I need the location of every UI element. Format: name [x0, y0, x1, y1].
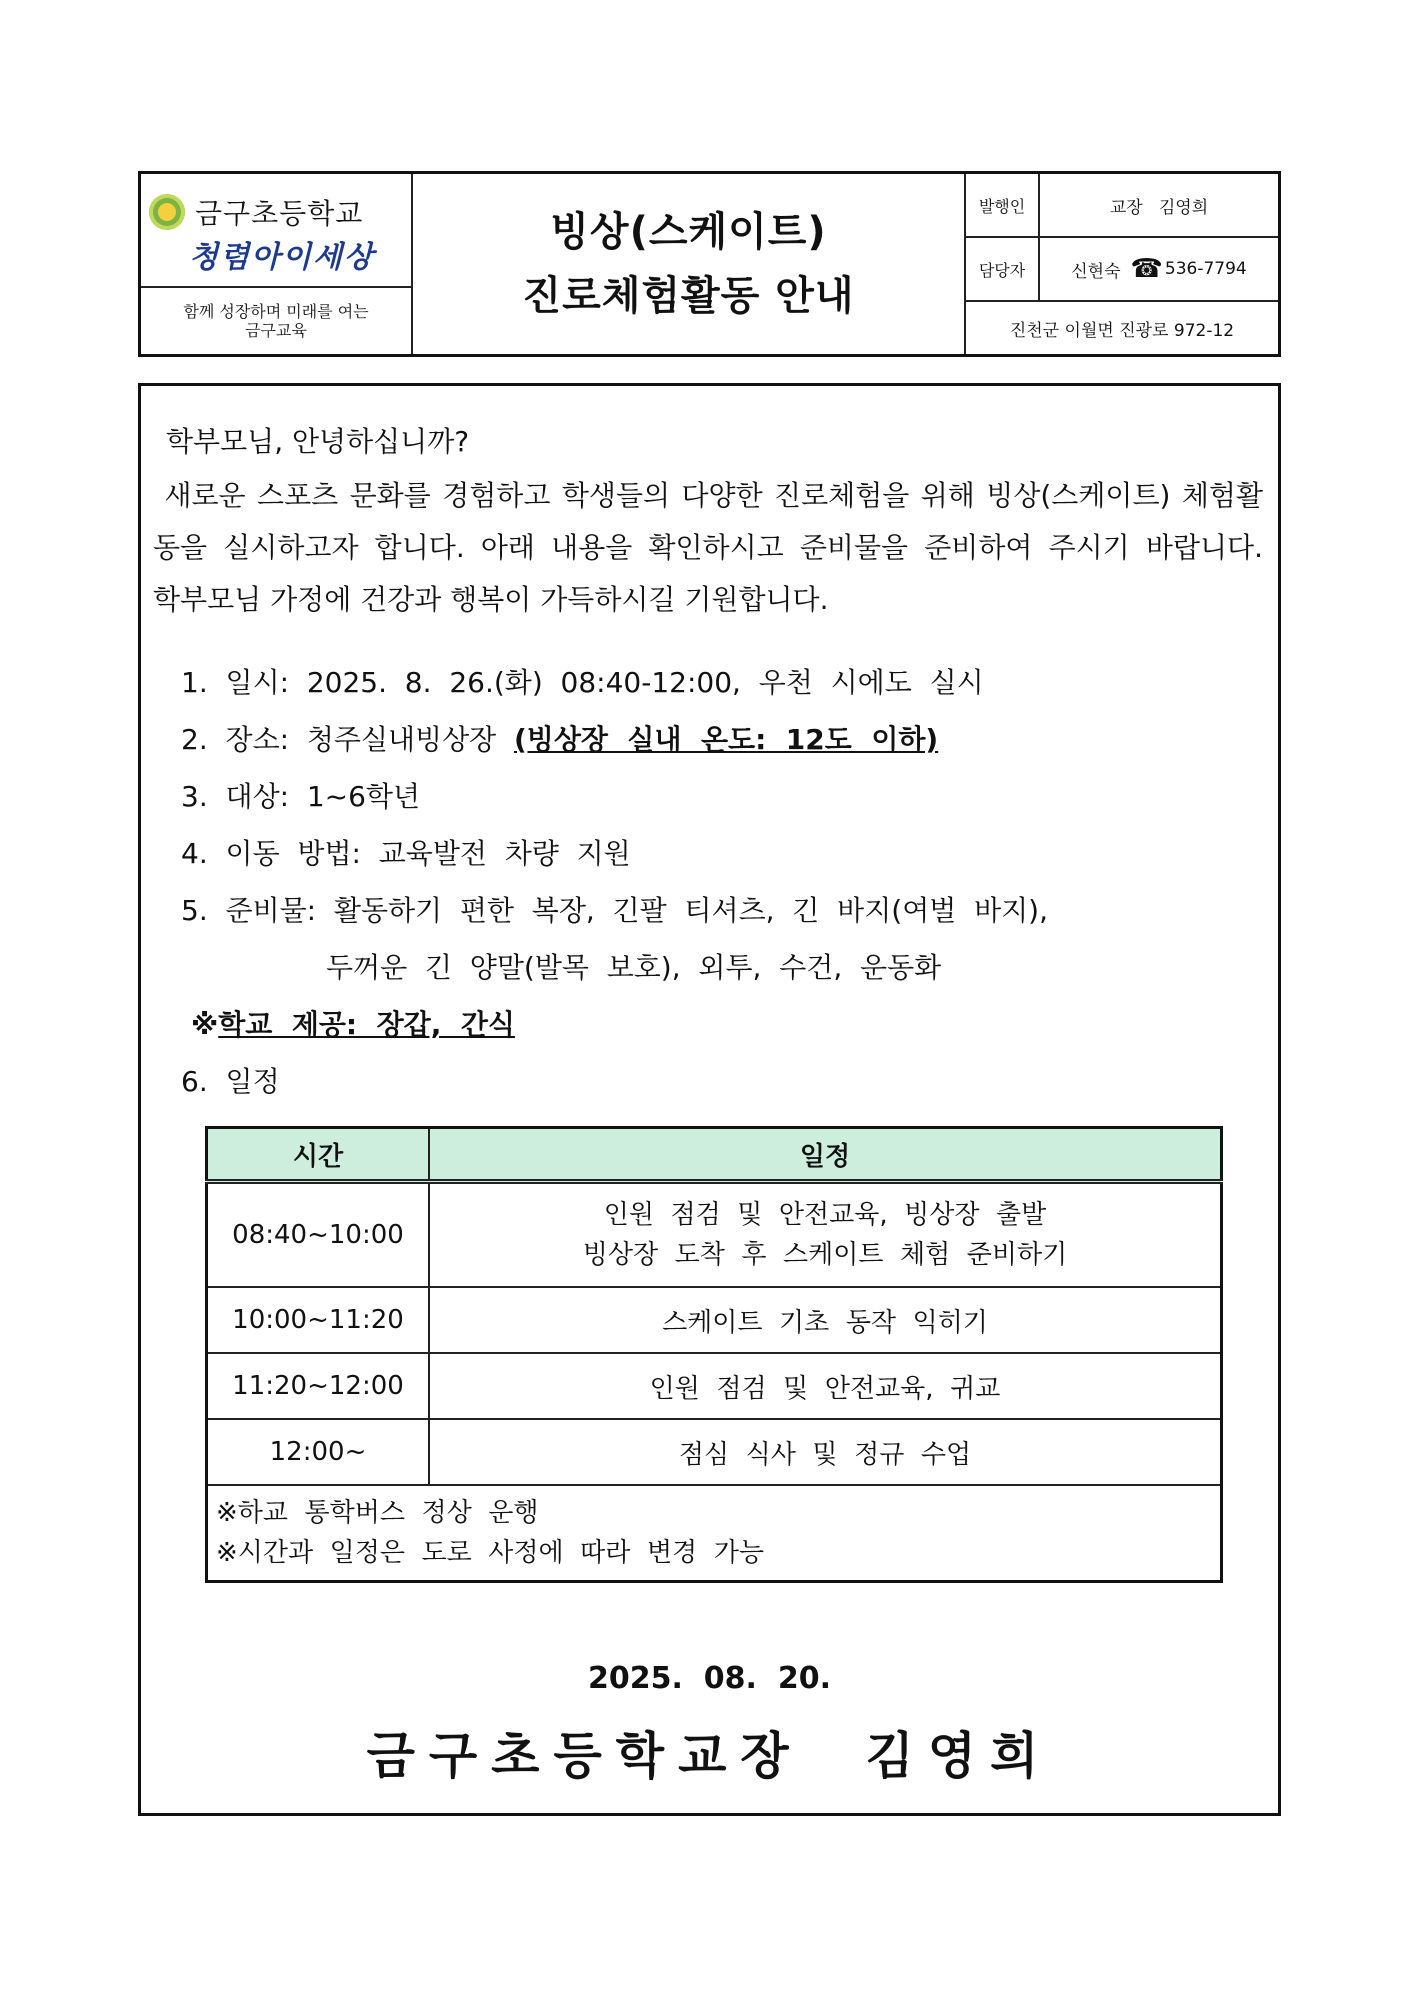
school-identity-block [141, 174, 413, 354]
table-row [207, 1182, 1222, 1288]
header-schedule: 일정 [429, 1128, 1222, 1182]
intro-closing: 학부모님 가정에 건강과 행복이 가득하시길 기원합니다. [153, 583, 829, 616]
header-time: 시간 [207, 1128, 430, 1182]
item-target: 3. 대상: 1~6학년 [181, 780, 421, 813]
row-time: 11:20~12:00 [207, 1353, 430, 1419]
manager-phone: 536-7794 [1164, 259, 1247, 279]
manager-row [966, 238, 1278, 302]
item-place-text: 2. 장소: 청주실내빙상장 [181, 723, 514, 756]
address-row [966, 302, 1278, 354]
activity-line-1: 인원 점검 및 안전교육, 빙상장 출발 [603, 1200, 1047, 1230]
row-activity: 점심 식사 및 정규 수업 [429, 1419, 1222, 1485]
title-line-2: 진로체험활동 안내 [522, 273, 855, 319]
item-transport: 4. 이동 방법: 교육발전 차량 지원 [181, 837, 631, 870]
school-provided-note [191, 1003, 515, 1043]
table-row [207, 1353, 1222, 1419]
manager-label: 담당자 [966, 238, 1040, 300]
publisher-row [966, 174, 1278, 238]
row-time: 10:00~11:20 [207, 1287, 430, 1353]
school-address: 진천군 이월면 진광로 972-12 [1009, 320, 1235, 341]
row-time: 12:00~ [207, 1419, 430, 1485]
schedule-header-row [207, 1128, 1222, 1182]
publication-info [966, 174, 1278, 354]
document-header [138, 171, 1281, 357]
table-row [207, 1287, 1222, 1353]
reference-mark: ※ [191, 1008, 219, 1041]
schedule-table [205, 1126, 1223, 1583]
row-time: 08:40~10:00 [207, 1182, 430, 1288]
table-row [207, 1419, 1222, 1485]
schedule-notes [207, 1485, 1222, 1582]
activity-line-2: 빙상장 도착 후 스케이트 체험 준비하기 [582, 1240, 1068, 1270]
item-supplies-continued: 두꺼운 긴 양말(발목 보호), 외투, 수건, 운동화 [326, 951, 942, 984]
school-logo-area [141, 174, 411, 288]
telephone-icon: ☎ [1130, 254, 1163, 284]
row-activity [429, 1182, 1222, 1288]
intro-text: 새로운 스포츠 문화를 경험하고 학생들의 다양한 진로체험을 위해 빙상(스케이트) 체험활동을 실시하고자 합니다. 아래 내용을 확인하시고 준비물을 준비하여 주시기 바랍니다. [153, 479, 1264, 564]
principal-signature: 금구초등학교장 김영희 [366, 1727, 1053, 1785]
row-activity: 인원 점검 및 안전교육, 귀교 [429, 1353, 1222, 1419]
item-schedule: 6. 일정 [181, 1065, 280, 1098]
motto-line-2: 금구교육 [245, 321, 307, 340]
intro-paragraph [153, 470, 1263, 574]
greeting: 학부모님, 안녕하십니까? [166, 425, 470, 458]
manager-name: 신현숙 [1071, 261, 1121, 282]
school-slogan-logo: 청렴아이세상 [189, 240, 375, 275]
notice-body [138, 383, 1281, 1816]
item-date: 1. 일시: 2025. 8. 26.(화) 08:40-12:00, 우천 시에도 실시 [181, 666, 984, 699]
school-provided-text: 학교 제공: 장갑, 간식 [218, 1008, 515, 1041]
publisher-label: 발행인 [966, 174, 1040, 236]
issue-date: 2025. 08. 20. [588, 1661, 831, 1696]
manager-value [1040, 238, 1278, 300]
document-title [413, 174, 966, 354]
school-name: 금구초등학교 [195, 197, 364, 230]
schedule-notes-row [207, 1485, 1222, 1582]
school-name-row [149, 192, 363, 232]
motto-line-1: 함께 성장하며 미래를 여는 [183, 302, 369, 321]
title-line-1: 빙상(스케이트) [550, 209, 827, 255]
item-place-temperature: (빙상장 실내 온도: 12도 이하) [513, 723, 939, 756]
publisher-value: 교장 김영희 [1109, 197, 1209, 218]
school-emblem-icon [149, 194, 185, 230]
note-bus: ※하교 통학버스 정상 운행 [216, 1498, 539, 1528]
item-supplies: 5. 준비물: 활동하기 편한 복장, 긴팔 티셔츠, 긴 바지(여벌 바지), [181, 894, 1049, 927]
school-motto [141, 288, 411, 354]
note-change: ※시간과 일정은 도로 사정에 따라 변경 가능 [216, 1538, 764, 1568]
item-place [181, 718, 938, 758]
row-activity: 스케이트 기초 동작 익히기 [429, 1287, 1222, 1353]
